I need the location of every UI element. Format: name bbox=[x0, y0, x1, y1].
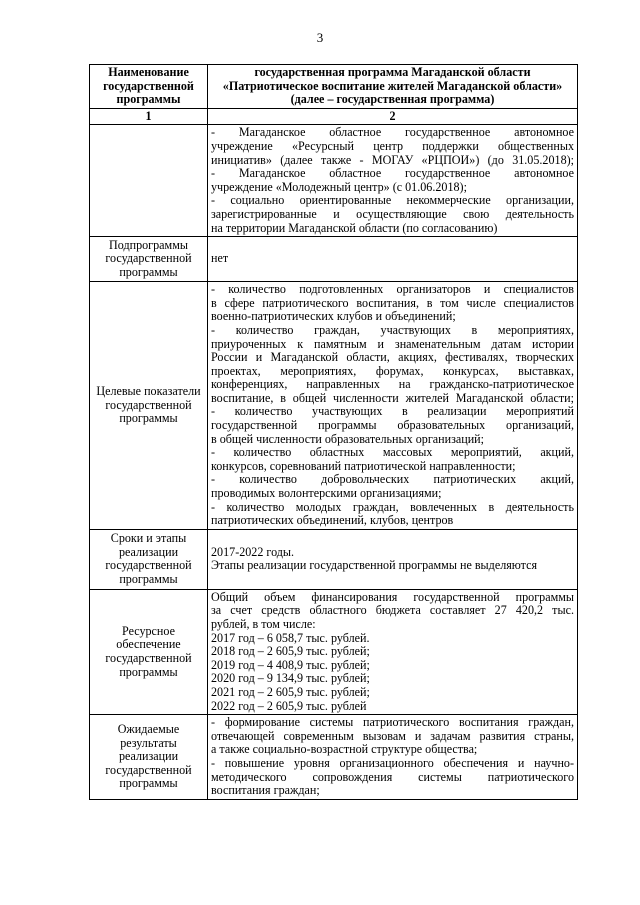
row-label: Целевые показатели государственной программы bbox=[90, 282, 208, 530]
content-line: 2017 год – 6 058,7 тыс. рублей. bbox=[211, 630, 370, 645]
content-line: приуроченных к памятным и знаменательным датам истории bbox=[211, 336, 574, 351]
row-terms bbox=[90, 529, 578, 589]
content-line: 2017-2022 годы. bbox=[211, 544, 295, 559]
content-line: 2020 год – 9 134,9 тыс. рублей; bbox=[211, 671, 370, 686]
content-line: Этапы реализации государственной программы не выделяются bbox=[211, 558, 538, 573]
row-content bbox=[208, 237, 578, 282]
column-number-2: 2 bbox=[208, 108, 578, 125]
row-label: Ожидаемые результаты реализации государственной программы bbox=[90, 715, 208, 800]
content-line: - формирование системы патриотического воспитания граждан, bbox=[211, 715, 574, 730]
content-line: - количество подготовленных организаторов и специалистов bbox=[211, 282, 574, 297]
content-line: патриотических объединений, клубов, центров bbox=[211, 513, 454, 528]
row-label: Подпрограммы государственной программы bbox=[90, 237, 208, 282]
content-line: - количество участвующих в реализации мероприятий bbox=[211, 404, 574, 419]
row-content bbox=[208, 715, 578, 800]
content-line: зарегистрированные и осуществляющие свою деятельность bbox=[211, 206, 574, 221]
content-line: конференциях, направленных на гражданско-патриотическое bbox=[211, 377, 574, 392]
content-line: учреждение «Ресурсный центр поддержки общественных bbox=[211, 138, 574, 153]
row-content bbox=[208, 529, 578, 589]
content-line: воспитания граждан; bbox=[211, 783, 320, 798]
row-executors bbox=[90, 125, 578, 237]
content-line: воспитание, в общей численности жителей Магаданской области; bbox=[211, 390, 574, 405]
content-line: рублей, в том числе: bbox=[211, 617, 316, 631]
content-line: учреждение «Молодежный центр» (с 01.06.2018); bbox=[211, 179, 467, 194]
row-label: Сроки и этапы реализации государственной программы bbox=[90, 529, 208, 589]
header-row bbox=[90, 65, 578, 109]
content-line: нет bbox=[211, 251, 229, 266]
row-label: Ресурсное обеспечение государственной программы bbox=[90, 589, 208, 714]
row-expected-results bbox=[90, 715, 578, 800]
content-line: за счет средств областного бюджета составляет 27 420,2 тыс. bbox=[211, 603, 574, 618]
content-line: - количество добровольческих патриотических акций, bbox=[211, 472, 574, 487]
row-resources bbox=[90, 589, 578, 714]
column-number-row bbox=[90, 108, 578, 125]
content-line: - количество молодых граждан, вовлеченных в деятельность bbox=[211, 499, 574, 514]
content-line: - повышение уровня организационного обеспечения и научно- bbox=[211, 755, 574, 770]
row-content bbox=[208, 282, 578, 530]
content-line: военно-патриотических клубов и объединений; bbox=[211, 309, 456, 324]
content-line: - социально ориентированные некоммерческие организации, bbox=[211, 193, 574, 208]
content-line: в общей численности образовательных организаций; bbox=[211, 431, 485, 446]
content-line: 2022 год – 2 605,9 тыс. рублей bbox=[211, 698, 367, 713]
header-col2: государственная программа Магаданской области «Патриотическое воспитание жителей Магаданской области» (далее – государственная программа) bbox=[208, 65, 578, 109]
content-line: - количество граждан, участвующих в мероприятиях, bbox=[211, 322, 574, 337]
content-line: конкурсов, соревнований патриотической направленности; bbox=[211, 458, 516, 473]
row-subprograms bbox=[90, 237, 578, 282]
page-number: 3 bbox=[316, 30, 324, 45]
header-col1: Наименование государственной программы bbox=[90, 65, 208, 109]
content-line: Общий объем финансирования государственной программы bbox=[211, 589, 574, 604]
content-line: 2018 год – 2 605,9 тыс. рублей; bbox=[211, 644, 370, 659]
row-label bbox=[90, 125, 208, 237]
content-line: инициатив» (далее также - МОГАУ «РЦПОИ») (до 31.05.2018); bbox=[211, 152, 574, 167]
content-line: отвечающей современным вызовам и задачам развития страны, bbox=[211, 728, 574, 743]
column-number-1: 1 bbox=[90, 108, 208, 125]
content-line: - количество областных массовых мероприятий, акций, bbox=[211, 445, 574, 460]
row-content bbox=[208, 125, 578, 237]
content-line: 2021 год – 2 605,9 тыс. рублей; bbox=[211, 684, 370, 699]
content-line: - Магаданское областное государственное автономное bbox=[211, 125, 574, 140]
content-line: на территории Магаданской области (по согласованию) bbox=[211, 220, 498, 235]
content-line: проводимых волонтерскими организациями; bbox=[211, 486, 442, 501]
content-line: 2019 год – 4 408,9 тыс. рублей; bbox=[211, 657, 370, 672]
content-line: а также социально-возрастной структуре общества; bbox=[211, 742, 478, 757]
row-target-indicators bbox=[90, 282, 578, 530]
content-line: методического сопровождения системы патриотического bbox=[211, 769, 574, 784]
content-line: России и Магаданской области, акциях, фестивалях, творческих bbox=[211, 350, 574, 365]
content-line: - Магаданское областное государственное автономное bbox=[211, 166, 574, 181]
program-passport-table bbox=[89, 64, 578, 800]
content-line: в сфере патриотического воспитания, в том числе специалистов bbox=[211, 295, 574, 310]
content-line: проектах, мероприятиях, форумах, конкурсах, выставках, bbox=[211, 363, 574, 378]
row-content bbox=[208, 589, 578, 714]
content-line: государственной программы образовательных организаций, bbox=[211, 418, 574, 433]
